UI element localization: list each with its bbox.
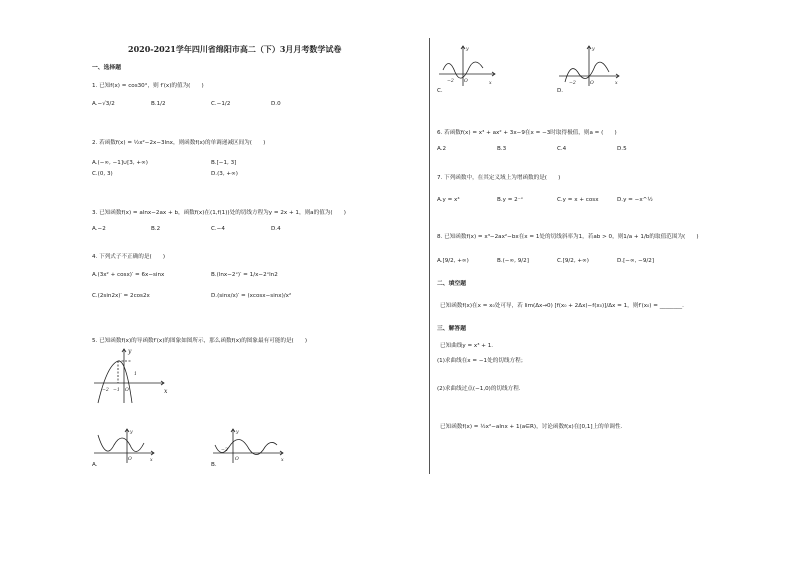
q1-option-a[interactable]: A.−√3/2 (92, 101, 115, 107)
q4-option-c[interactable]: C.(2sin2x)′ = 2cos2x (92, 293, 150, 299)
q5-c-origin: O (464, 79, 468, 84)
q5-stem: 5. 已知函数f(x)的导函数f′(x)的图象如图所示，那么函数f(x)的图象最有可能的是( ) (92, 338, 308, 344)
q5-d-tick-neg2: −2 (569, 81, 576, 86)
q8-option-a[interactable]: A.[9/2, +∞) (437, 258, 469, 264)
q1-stem: 1. 已知f(x) = cos30°，则 f′(x)的值为( ) (92, 83, 204, 89)
q5-c-axis-y: y (466, 47, 469, 52)
q5-main-tick-neg2: −2 (102, 388, 109, 393)
q7-option-d[interactable]: D.y = −x^½ (617, 197, 653, 203)
column-divider (429, 38, 430, 474)
q5-d-origin: O (590, 81, 594, 86)
q6-option-a[interactable]: A.2 (437, 146, 447, 152)
q5-a-axis-y: y (130, 430, 133, 435)
section-choice-heading: 一、选择题 (92, 65, 121, 71)
q3-stem: 3. 已知函数f(x) = alnx−2ax + b，函数f(x)在(1,f(1))处的切线方程为y = 2x + 1，则a的值为( ) (92, 210, 346, 216)
page-title: 2020-2021学年四川省绵阳市高二（下）3月月考数学试卷 (128, 44, 342, 54)
q4-option-d[interactable]: D.(sinx/x)′ = (xcosx−sinx)/x² (211, 293, 292, 299)
q9-stem: 已知函数f(x)在x = x₀处可导，若 lim(Δx→0) [f(x₀ + 2Δx)−f(x₀)]/Δx = 1，则f′(x₀) = ________. (440, 303, 684, 309)
q10-part-1: (1)求曲线在x = −1处的切线方程； (437, 358, 527, 364)
q3-option-b[interactable]: B.2 (151, 226, 161, 232)
q5-main-axis-y: y (128, 348, 132, 355)
q6-option-b[interactable]: B.3 (497, 146, 507, 152)
q5-b-origin: O (235, 457, 239, 462)
q7-option-a[interactable]: A.y = x⁴ (437, 197, 460, 203)
q5-main-tick-1: 1 (134, 372, 137, 377)
q1-option-c[interactable]: C.−1/2 (211, 101, 231, 107)
q8-option-d[interactable]: D.[−∞, −9/2] (617, 258, 655, 264)
q5-option-d-graph[interactable] (557, 42, 627, 88)
q5-b-axis-y: y (236, 430, 239, 435)
section-solve-heading: 三、解答题 (437, 326, 466, 332)
q8-option-c[interactable]: C.[9/2, +∞) (557, 258, 589, 264)
q5-a-origin: O (128, 457, 132, 462)
q5-d-axis-y: y (592, 47, 595, 52)
q5-option-b-label[interactable]: B. (211, 462, 217, 468)
section-fill-heading: 二、填空题 (437, 281, 466, 287)
q4-option-a[interactable]: A.(3x² + cosx)′ = 6x−sinx (92, 272, 165, 278)
q5-a-axis-x: x (150, 458, 153, 463)
q4-option-b[interactable]: B.(lnx−2ˣ)′ = 1/x−2ˣln2 (211, 272, 278, 278)
q5-derivative-graph (92, 345, 172, 405)
q5-c-tick-neg2: −2 (447, 79, 454, 84)
q2-option-c[interactable]: C.(0, 3) (92, 171, 113, 177)
q5-main-tick-neg1: −1 (113, 388, 120, 393)
q5-main-origin: O (125, 388, 129, 393)
q2-stem: 2. 若函数f(x) = ½x²−2x−3lnx，则函数f(x)的单调递减区间为( ) (92, 140, 266, 146)
q5-option-a-label[interactable]: A. (92, 462, 98, 468)
q3-option-a[interactable]: A.−2 (92, 226, 106, 232)
q6-option-d[interactable]: D.5 (617, 146, 627, 152)
q5-b-axis-x: x (281, 458, 284, 463)
q8-option-b[interactable]: B.(−∞, 9/2] (497, 258, 529, 264)
q5-option-b-graph[interactable] (211, 425, 291, 465)
q2-option-d[interactable]: D.(3, +∞) (211, 171, 238, 177)
q5-main-axis-x: x (164, 388, 168, 395)
q7-option-b[interactable]: B.y = 2⁻ˣ (497, 197, 524, 203)
q2-option-a[interactable]: A.(−∞, −1]∪[3, +∞) (92, 160, 148, 166)
q11-stem: 已知函数f(x) = ½x²−alnx + 1(a∈R)，讨论函数f(x)在[0,1]上的单调性. (440, 424, 623, 430)
q5-b-tick-neg2: −2 (221, 448, 228, 453)
q3-option-c[interactable]: C.−4 (211, 226, 225, 232)
q5-option-d-label[interactable]: D. (557, 88, 564, 94)
q5-d-axis-x: x (615, 81, 618, 86)
q3-option-d[interactable]: D.4 (271, 226, 281, 232)
q7-stem: 7. 下列函数中，在其定义域上为增函数的是( ) (437, 175, 561, 181)
q5-option-c-label[interactable]: C. (437, 88, 443, 94)
q1-option-b[interactable]: B.1/2 (151, 101, 166, 107)
q5-c-axis-x: x (489, 81, 492, 86)
q10-stem: 已知曲线y = x³ + 1. (440, 343, 494, 349)
q4-stem: 4. 下列式子不正确的是( ) (92, 254, 166, 260)
q7-option-c[interactable]: C.y = x + cosx (557, 197, 599, 203)
q10-part-2: (2)求曲线过点(−1,0)的切线方程. (437, 386, 521, 392)
q5-option-a-graph[interactable] (92, 425, 162, 465)
q2-option-b[interactable]: B.[−1, 3] (211, 160, 237, 166)
q8-stem: 8. 已知函数f(x) = x³−2ax²−bx在x = 1处的切线斜率为1，若ab > 0，则1/a + 1/b的取值范围为( ) (437, 234, 699, 240)
q5-option-c-graph[interactable] (437, 42, 507, 88)
q6-option-c[interactable]: C.4 (557, 146, 567, 152)
q1-option-d[interactable]: D.0 (271, 101, 281, 107)
q6-stem: 6. 若函数f(x) = x³ + ax² + 3x−9在x = −3时取得极值，则a = ( ) (437, 130, 617, 136)
